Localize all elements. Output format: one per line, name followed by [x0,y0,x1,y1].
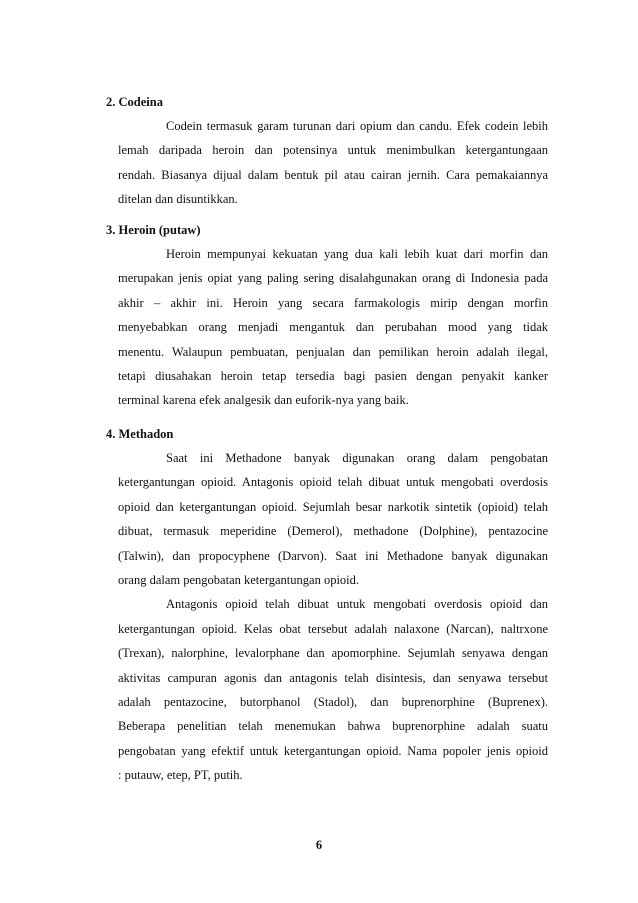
text-line: pengobatan yang efektif untuk ketergantungan opioid. Nama popoler jenis opioid [118,743,548,758]
text-line: : putauw, etep, PT, putih. [118,768,243,783]
text-line: (Trexan), nalorphine, levalorphane dan apomorphine. Sejumlah senyawa dengan [118,646,548,661]
section-heading: 2. Codeina [106,95,163,109]
text-line: (Talwin), dan propocyphene (Darvon). Saat ini Methadone banyak digunakan [118,548,548,563]
text-line: rendah. Biasanya dijual dalam bentuk pil atau cairan jernih. Cara pemakaiannya [118,167,548,182]
text-line: orang dalam pengobatan ketergantungan opioid. [118,572,360,587]
text-line: aktivitas campuran agonis dan antagonis telah disintesis, dan senyawa tersebut [118,670,548,685]
section-codeina [106,94,548,212]
text-line: dibuat, termasuk meperidine (Demerol), methadone (Dolphine), pentazocine [118,524,548,539]
text-line: ditelan dan disuntikkan. [118,192,238,207]
text-line: Antagonis opioid telah dibuat untuk mengobati overdosis opioid dan [166,597,548,612]
text-line: menyebabkan orang menjadi mengantuk dan perubahan mood yang tidak [118,320,548,335]
text-line: ketergantungan opioid. Antagonis opioid telah dibuat untuk mengobati overdosis [118,475,548,490]
page-number: 6 [315,838,323,852]
text-line: tetapi diusahakan heroin tetap tersedia bagi pasien dengan penyakit kanker [118,368,548,383]
text-line: ketergantungan opioid. Kelas obat tersebut adalah nalaxone (Narcan), naltrxone [118,621,548,636]
text-line: Heroin mempunyai kekuatan yang dua kali lebih kuat dari morfin dan [166,247,548,261]
section-heading: 3. Heroin (putaw) [106,223,201,237]
section-heading: 4. Methadon [106,427,174,441]
section-methadon [106,426,548,787]
section-heroin [106,222,548,413]
text-line: opioid dan ketergantungan opioid. Sejumlah besar narkotik sintetik (opioid) telah [118,499,548,514]
text-line: Saat ini Methadone banyak digunakan orang dalam pengobatan [166,451,548,465]
text-line: lemah daripada heroin dan potensinya untuk menimbulkan ketergantungaan [118,143,548,158]
text-line: adalah pentazocine, butorphanol (Stadol), dan buprenorphine (Buprenex). [118,694,548,709]
text-line: akhir – akhir ini. Heroin yang secara farmakologis mirip dengan morfin [118,295,548,310]
text-line: Beberapa penelitian telah menemukan bahwa buprenorphine adalah suatu [118,719,548,734]
text-line: Codein termasuk garam turunan dari opium dan candu. Efek codein lebih [166,119,548,133]
paragraph [118,114,548,212]
paragraph [118,592,548,787]
text-line: menentu. Walaupun pembuatan, penjualan dan pemilikan heroin adalah ilegal, [118,344,548,359]
paragraph [118,446,548,592]
paragraph [118,242,548,413]
text-line: merupakan jenis opiat yang paling sering disalahgunakan orang di Indonesia pada [118,271,548,286]
text-line: terminal karena efek analgesik dan euforik-nya yang baik. [118,393,409,408]
